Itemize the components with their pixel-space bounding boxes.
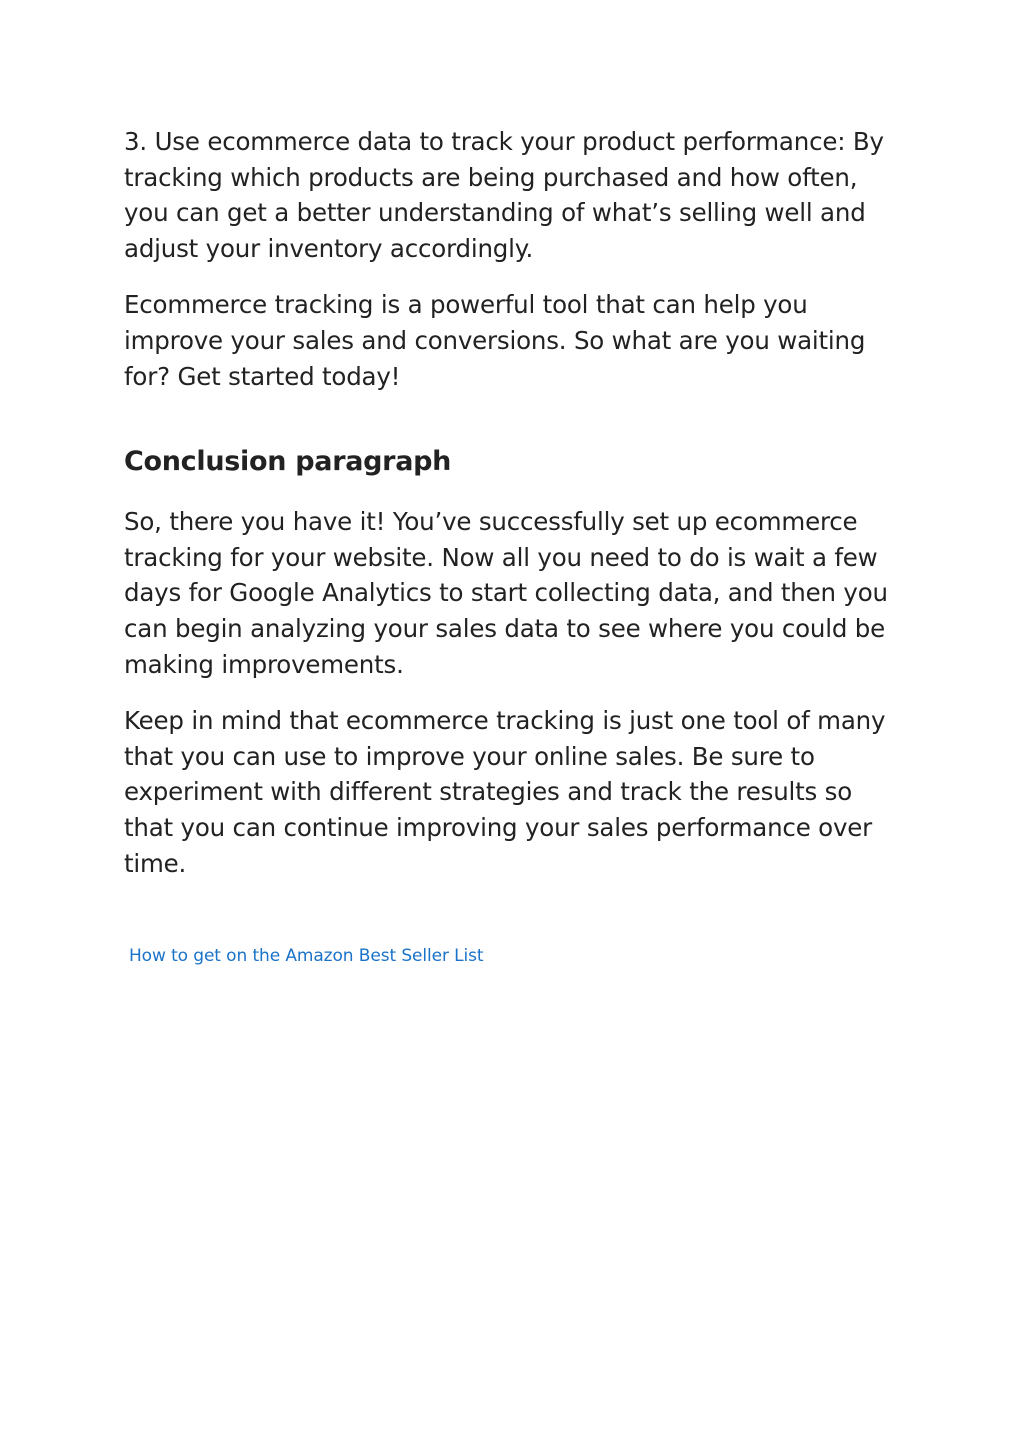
paragraph-conclusion: So, there you have it! You’ve successfully set up ecommerce tracking for your website. Now all you need to do is wait a few days for Google Analytics to start collecting data, and then you can begin analyzing your sales data to see where you could be making improvements. <box>124 507 888 679</box>
paragraph-keep-in-mind: Keep in mind that ecommerce tracking is just one tool of many that you can use to improve your online sales. Be sure to experiment with different strategies and track the results so that you can continue improving your sales performance over time. <box>124 706 886 878</box>
document-body <box>124 124 904 968</box>
related-article-link[interactable]: How to get on the Amazon Best Seller List <box>129 946 484 967</box>
conclusion-heading: Conclusion paragraph <box>124 446 452 478</box>
paragraph-call-to-action: Ecommerce tracking is a powerful tool that can help you improve your sales and conversions. So what are you waiting for? Get started today! <box>124 290 866 391</box>
paragraph-product-performance: 3. Use ecommerce data to track your product performance: By tracking which products are being purchased and how often, you can get a better understanding of what’s selling well and adjust your inventory accordingly. <box>124 127 884 263</box>
